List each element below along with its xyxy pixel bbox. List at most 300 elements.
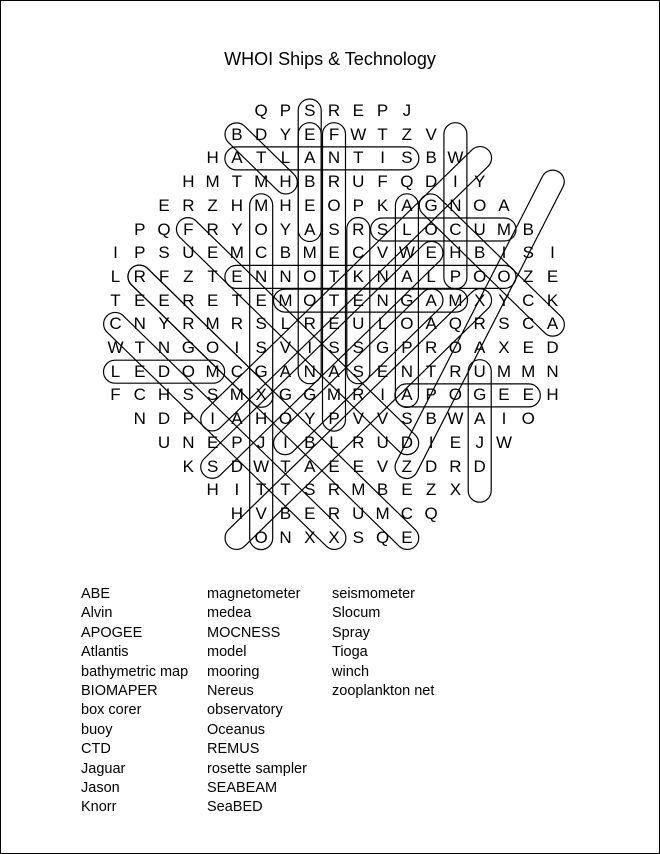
- grid-letter: W: [447, 409, 464, 429]
- grid-letter: H: [279, 195, 292, 215]
- grid-letter: E: [304, 124, 316, 144]
- grid-letter: B: [279, 243, 292, 263]
- grid-letter: E: [134, 361, 146, 381]
- grid-letter: M: [229, 385, 244, 405]
- grid-letter: H: [546, 385, 559, 405]
- grid-letter: Y: [158, 314, 170, 334]
- grid-letter: K: [376, 195, 389, 215]
- grid-letter: R: [473, 314, 486, 334]
- grid-letter: O: [303, 290, 317, 310]
- grid-letter: S: [304, 480, 316, 500]
- grid-letter: F: [377, 172, 388, 192]
- grid-letter: U: [473, 219, 486, 239]
- grid-letter: S: [328, 219, 340, 239]
- grid-letter: A: [304, 456, 316, 476]
- grid-letter: I: [380, 148, 385, 168]
- grid-letter: M: [229, 243, 244, 263]
- grid-letter: L: [329, 432, 339, 452]
- grid-letter: P: [134, 243, 146, 263]
- grid-letter: O: [254, 219, 268, 239]
- grid-letter: F: [183, 219, 194, 239]
- grid-letter: D: [546, 338, 559, 357]
- grid-letter: E: [255, 290, 267, 310]
- word-list-item: Atlantis: [81, 644, 129, 661]
- grid-letter: T: [255, 480, 267, 500]
- grid-letter: S: [328, 338, 340, 357]
- grid-letter: T: [353, 148, 364, 168]
- grid-letter: U: [157, 432, 171, 452]
- grid-letter: E: [158, 290, 170, 310]
- word-list-item: ABE: [81, 586, 111, 602]
- grid-letter: V: [376, 409, 389, 429]
- word-list-item: Spray: [332, 624, 370, 641]
- grid-letter: S: [158, 243, 170, 263]
- grid-letter: Y: [304, 409, 316, 429]
- grid-letter: Y: [279, 124, 292, 144]
- grid-letter: E: [134, 290, 146, 310]
- grid-letter: O: [400, 314, 414, 334]
- grid-letter: Y: [231, 219, 243, 239]
- grid-letter: R: [449, 361, 462, 381]
- grid-letter: T: [207, 266, 218, 286]
- grid-letter: G: [181, 338, 195, 357]
- grid-letter: B: [376, 480, 389, 500]
- grid-letter: R: [327, 172, 341, 192]
- grid-letter: O: [448, 385, 463, 405]
- word-list-item: mooring: [207, 663, 260, 680]
- grid-letter: C: [352, 243, 365, 263]
- word-list-item: Slocum: [332, 605, 381, 622]
- grid-letter: A: [474, 409, 486, 429]
- grid-letter: H: [157, 385, 171, 405]
- grid-letter: H: [206, 480, 219, 500]
- grid-letter: M: [326, 385, 342, 405]
- grid-letter: I: [113, 243, 118, 263]
- grid-letter: F: [328, 124, 340, 144]
- grid-letter: B: [474, 243, 486, 263]
- grid-letter: O: [181, 361, 195, 381]
- letter-grid: [1, 1, 659, 601]
- word-list-item: Nereus: [207, 683, 254, 699]
- grid-letter: Y: [498, 290, 510, 310]
- grid-letter: A: [304, 219, 316, 239]
- grid-letter: D: [230, 456, 244, 476]
- grid-letter: U: [352, 314, 365, 334]
- grid-letter: E: [546, 266, 559, 286]
- grid-letter: G: [254, 361, 268, 381]
- grid-letter: Z: [523, 266, 534, 286]
- word-list-item: magnetometer: [207, 586, 301, 602]
- grid-letter: I: [283, 432, 288, 452]
- grid-letter: E: [425, 243, 437, 263]
- grid-letter: H: [279, 172, 292, 192]
- grid-letter: E: [522, 338, 534, 357]
- grid-letter: O: [521, 409, 535, 429]
- grid-letter: R: [182, 290, 195, 310]
- grid-letter: E: [352, 290, 364, 310]
- grid-letter: A: [328, 361, 340, 381]
- grid-letter: D: [157, 409, 171, 429]
- grid-letter: M: [205, 361, 220, 381]
- grid-letter: G: [400, 290, 414, 310]
- grid-letter: B: [279, 503, 292, 523]
- grid-letter: T: [280, 480, 291, 500]
- grid-letter: H: [230, 195, 244, 215]
- grid-letter: I: [501, 409, 507, 429]
- grid-letter: N: [376, 266, 389, 286]
- grid-letter: I: [234, 338, 240, 357]
- word-list-item: CTD: [81, 741, 111, 758]
- grid-letter: E: [449, 432, 462, 452]
- grid-letter: E: [304, 503, 316, 523]
- grid-letter: L: [426, 266, 436, 286]
- grid-letter: B: [425, 409, 437, 429]
- grid-letter: I: [307, 338, 313, 357]
- word-list-item: Jaguar: [81, 760, 126, 777]
- grid-letter: T: [255, 148, 267, 168]
- grid-letter: E: [352, 101, 364, 120]
- grid-letter: M: [496, 219, 512, 239]
- grid-letter: L: [110, 266, 121, 286]
- grid-letter: M: [375, 503, 390, 523]
- grid-letter: P: [279, 101, 292, 120]
- grid-letter: O: [278, 409, 293, 429]
- grid-letter: R: [327, 101, 341, 120]
- grid-letter: A: [546, 314, 559, 334]
- grid-letter: Q: [400, 172, 414, 192]
- grid-letter: X: [255, 385, 267, 405]
- grid-letter: U: [352, 172, 365, 192]
- grid-letter: X: [474, 290, 486, 310]
- grid-letter: D: [424, 172, 438, 192]
- grid-letter: E: [206, 243, 219, 263]
- grid-letter: W: [253, 456, 270, 476]
- grid-letter: O: [448, 338, 463, 357]
- grid-letter: I: [234, 480, 240, 500]
- grid-letter: V: [255, 503, 267, 523]
- grid-letter: S: [401, 148, 413, 168]
- grid-letter: T: [134, 338, 145, 357]
- grid-letter: Q: [254, 101, 268, 120]
- grid-letter: W: [350, 124, 367, 144]
- word-list-item: seismometer: [332, 586, 415, 602]
- grid-letter: L: [377, 314, 388, 334]
- word-list-item: Tioga: [332, 644, 368, 661]
- grid-letter: A: [231, 148, 243, 168]
- grid-letter: E: [352, 456, 364, 476]
- grid-letter: E: [522, 385, 534, 405]
- grid-letter: O: [254, 527, 268, 547]
- grid-letter: P: [376, 101, 389, 120]
- grid-letter: G: [375, 338, 390, 357]
- grid-letter: S: [206, 385, 219, 405]
- word-list-item: bathymetric map: [81, 663, 189, 680]
- grid-letter: E: [401, 527, 413, 547]
- grid-letter: U: [182, 243, 195, 263]
- grid-letter: T: [377, 124, 388, 144]
- grid-letter: Z: [401, 124, 413, 144]
- grid-letter: P: [425, 385, 437, 405]
- grid-letter: G: [278, 385, 293, 405]
- grid-letter: T: [328, 290, 340, 310]
- grid-letter: J: [256, 432, 266, 452]
- grid-letter: G: [303, 385, 317, 405]
- grid-letter: L: [402, 219, 412, 239]
- grid-letter: N: [546, 361, 559, 381]
- grid-letter: V: [376, 456, 389, 476]
- grid-letter: P: [182, 409, 194, 429]
- grid-letter: U: [473, 361, 486, 381]
- word-list-item: SeaBED: [207, 799, 263, 816]
- grid-letter: H: [255, 409, 268, 429]
- grid-letter: R: [327, 480, 341, 500]
- grid-letter: X: [498, 338, 510, 357]
- grid-letter: N: [157, 338, 171, 357]
- grid-letter: K: [546, 290, 559, 310]
- grid-letter: T: [425, 361, 437, 381]
- grid-letter: S: [522, 243, 534, 263]
- grid-letter: M: [205, 172, 220, 192]
- grid-letter: E: [304, 195, 316, 215]
- grid-letter: W: [447, 148, 464, 168]
- grid-letter: X: [328, 527, 340, 547]
- grid-letter: K: [182, 456, 194, 476]
- grid-letter: E: [328, 314, 340, 334]
- grid-letter: B: [231, 124, 243, 144]
- grid-letter: O: [424, 219, 438, 239]
- word-list-item: observatory: [207, 702, 283, 719]
- grid-letter: G: [473, 385, 487, 405]
- grid-letter: E: [328, 456, 340, 476]
- grid-letter: I: [210, 409, 215, 429]
- grid-letter: H: [206, 148, 219, 168]
- grid-letter: T: [328, 266, 340, 286]
- grid-letter: R: [206, 219, 219, 239]
- grid-letter: B: [304, 432, 316, 452]
- grid-letter: E: [376, 361, 389, 381]
- grid-letter: P: [134, 219, 146, 239]
- grid-letter: O: [473, 195, 487, 215]
- word-list-item: MOCNESS: [207, 624, 281, 641]
- grid-letter: I: [501, 243, 507, 263]
- grid-letter: N: [327, 148, 341, 168]
- grid-letter: S: [401, 409, 413, 429]
- word-list-item: SEABEAM: [207, 780, 278, 796]
- grid-letter: I: [428, 432, 434, 452]
- grid-letter: M: [205, 314, 220, 334]
- word-list-item: model: [207, 644, 247, 661]
- grid-letter: N: [255, 266, 268, 286]
- grid-letter: N: [279, 266, 292, 286]
- grid-letter: A: [231, 409, 243, 429]
- grid-letter: O: [303, 266, 317, 286]
- grid-letter: T: [231, 290, 243, 310]
- grid-letter: S: [255, 314, 267, 334]
- grid-letter: E: [328, 243, 340, 263]
- grid-letter: A: [401, 195, 413, 215]
- grid-letter: C: [522, 314, 535, 334]
- grid-letter: N: [182, 432, 195, 452]
- grid-letter: I: [380, 385, 385, 405]
- grid-letter: N: [376, 290, 389, 310]
- grid-letter: C: [230, 361, 244, 381]
- grid-letter: S: [304, 101, 316, 120]
- grid-letter: L: [280, 148, 291, 168]
- grid-letter: Y: [279, 219, 292, 239]
- grid-letter: M: [448, 290, 463, 310]
- grid-letter: I: [550, 243, 555, 263]
- grid-letter: E: [206, 290, 219, 310]
- grid-letter: C: [255, 243, 268, 263]
- grid-letter: N: [133, 314, 146, 334]
- grid-letter: M: [521, 361, 536, 381]
- word-list-item: Oceanus: [207, 721, 266, 738]
- grid-letter: Q: [157, 219, 171, 239]
- grid-letter: M: [302, 243, 317, 263]
- grid-letter: E: [498, 385, 510, 405]
- grid-letter: A: [425, 314, 437, 334]
- grid-letter: W: [495, 432, 512, 452]
- grid-letter: D: [424, 456, 438, 476]
- grid-letter: Z: [207, 195, 218, 215]
- grid-letter: Z: [183, 266, 194, 286]
- word-list-item: box corer: [81, 702, 142, 719]
- grid-letter: F: [110, 385, 121, 405]
- grid-letter: M: [351, 480, 366, 500]
- grid-letter: L: [110, 361, 121, 381]
- grid-letter: N: [303, 361, 316, 381]
- grid-letter: W: [398, 243, 415, 263]
- grid-letter: L: [280, 314, 291, 334]
- grid-letter: V: [425, 124, 437, 144]
- grid-letter: R: [352, 385, 365, 405]
- grid-letter: Q: [424, 503, 438, 523]
- grid-letter: X: [449, 480, 462, 500]
- puzzle-title: WHOI Ships & Technology: [224, 49, 436, 69]
- word-list-item: Knorr: [81, 799, 117, 816]
- grid-letter: Q: [375, 527, 390, 547]
- grid-letter: K: [352, 266, 364, 286]
- grid-letter: A: [425, 290, 437, 310]
- grid-letter: R: [182, 314, 195, 334]
- grid-letter: R: [182, 195, 195, 215]
- word-list-item: Jason: [81, 780, 120, 796]
- grid-letter: M: [254, 195, 269, 215]
- word-list-item: rosette sampler: [207, 760, 307, 777]
- grid-letter: O: [497, 266, 511, 286]
- grid-letter: P: [231, 432, 243, 452]
- grid-letter: E: [158, 195, 170, 215]
- grid-letter: B: [425, 148, 437, 168]
- grid-letter: S: [206, 456, 219, 476]
- grid-letter: T: [110, 290, 121, 310]
- grid-letter: R: [352, 219, 365, 239]
- grid-letter: M: [278, 290, 293, 310]
- grid-letter: S: [498, 314, 510, 334]
- grid-letter: D: [473, 456, 486, 476]
- grid-letter: H: [449, 243, 462, 263]
- grid-letter: M: [254, 172, 269, 192]
- word-list-item: buoy: [81, 721, 113, 738]
- grid-letter: A: [474, 338, 486, 357]
- grid-letter: P: [328, 409, 340, 429]
- grid-letter: R: [303, 314, 316, 334]
- grid-letter: U: [376, 432, 389, 452]
- grid-letter: A: [498, 195, 510, 215]
- grid-letter: P: [401, 338, 413, 357]
- grid-letter: O: [205, 338, 220, 357]
- grid-letter: V: [352, 409, 364, 429]
- grid-letter: T: [231, 172, 243, 192]
- grid-letter: V: [376, 243, 389, 263]
- grid-letter: S: [352, 361, 364, 381]
- word-list-item: zooplankton net: [332, 683, 435, 699]
- grid-letter: F: [158, 266, 170, 286]
- grid-letter: J: [402, 101, 412, 120]
- grid-letter: P: [352, 195, 364, 215]
- grid-letter: Q: [448, 314, 463, 334]
- grid-letter: E: [206, 432, 219, 452]
- word-list-item: Alvin: [81, 605, 113, 622]
- grid-letter: Z: [425, 480, 437, 500]
- grid-letter: J: [475, 432, 484, 452]
- grid-letter: T: [280, 456, 291, 476]
- grid-letter: N: [133, 409, 146, 429]
- grid-letter: R: [230, 314, 244, 334]
- word-list-item: APOGEE: [81, 624, 143, 641]
- grid-letter: H: [230, 503, 244, 523]
- grid-letter: X: [304, 527, 316, 547]
- grid-letter: W: [107, 338, 124, 357]
- grid-letter: S: [255, 338, 267, 357]
- grid-letter: D: [400, 432, 413, 452]
- word-list-item: medea: [207, 605, 252, 622]
- grid-letter: R: [352, 432, 365, 452]
- word-list-item: BIOMAPER: [81, 683, 158, 699]
- grid-letter: C: [133, 385, 146, 405]
- grid-letter: G: [424, 195, 438, 215]
- grid-letter: A: [304, 148, 316, 168]
- grid-letter: R: [424, 338, 438, 357]
- grid-letter: R: [133, 266, 146, 286]
- grid-letter: N: [279, 527, 292, 547]
- word-list-item: REMUS: [207, 741, 260, 758]
- grid-letter: B: [522, 219, 534, 239]
- grid-letter: R: [449, 456, 462, 476]
- grid-letter: C: [522, 290, 535, 310]
- word-list-item: winch: [332, 663, 370, 680]
- grid-letter: Z: [401, 456, 413, 476]
- grid-letter: U: [352, 503, 365, 523]
- grid-letter: N: [400, 361, 413, 381]
- grid-letter: N: [449, 195, 462, 215]
- grid-letter: H: [182, 172, 195, 192]
- grid-letter: Y: [474, 172, 486, 192]
- grid-letter: S: [182, 385, 194, 405]
- grid-letter: P: [449, 266, 462, 286]
- grid-letter: E: [401, 480, 413, 500]
- grid-letter: D: [157, 361, 171, 381]
- grid-letter: O: [473, 266, 487, 286]
- grid-letter: A: [401, 266, 413, 286]
- grid-letter: E: [231, 266, 243, 286]
- grid-letter: A: [279, 361, 292, 381]
- grid-letter: I: [453, 172, 458, 192]
- grid-letter: R: [327, 503, 341, 523]
- grid-letter: C: [109, 314, 122, 334]
- grid-letter: S: [352, 338, 364, 357]
- grid-letter: S: [352, 527, 364, 547]
